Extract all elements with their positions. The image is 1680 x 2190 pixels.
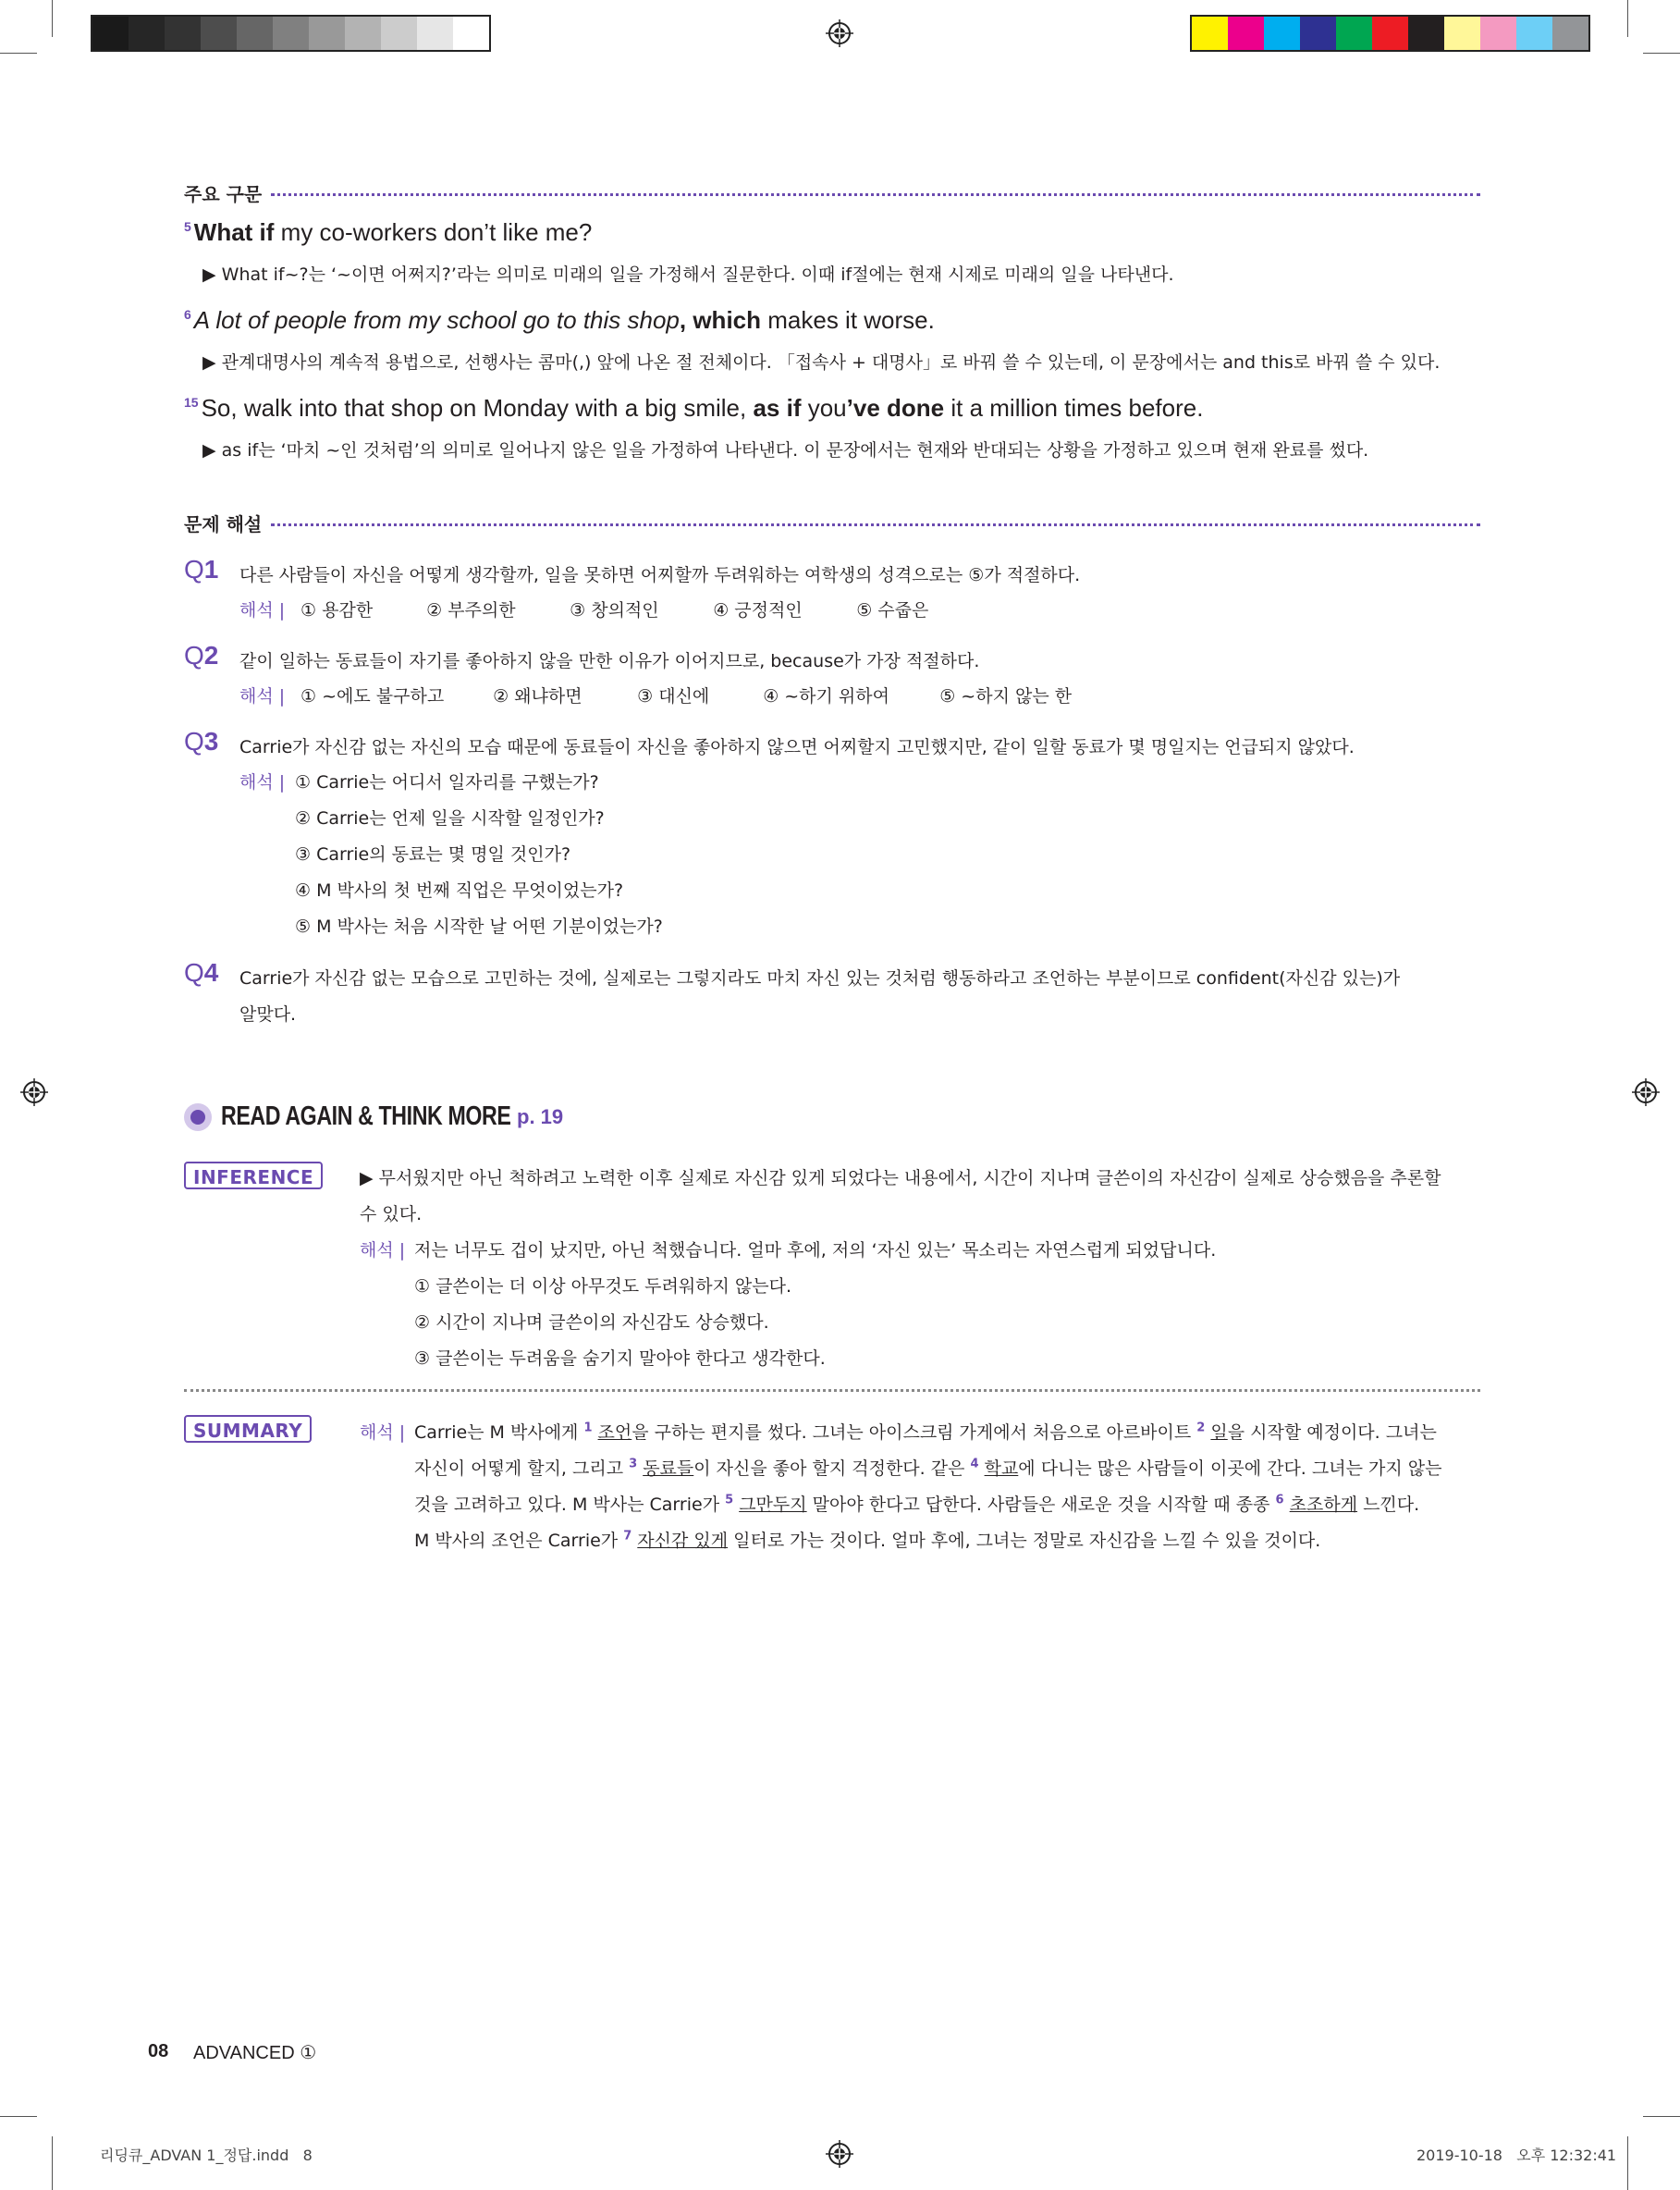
summary-text: Carrie는 M 박사에게 [414, 1422, 584, 1443]
option: ④ M 박사의 첫 번째 직업은 무엇이었는가? [295, 880, 624, 901]
translation-label: 해석 | [239, 600, 286, 621]
question-label-q4 [184, 958, 218, 988]
translation-label: 해석 | [239, 686, 286, 707]
grammar-note: ▶ What if~?는 ‘~이면 어쩌지?’라는 의미로 미래의 일을 가정해서 질문한다. 이때 if절에는 현재 시제로 미래의 일을 나타낸다. [202, 265, 1174, 285]
color-swatch [1516, 17, 1552, 50]
color-swatch [1480, 17, 1516, 50]
summary-label: SUMMARY [184, 1415, 312, 1443]
blank-answer: 조언 [597, 1422, 632, 1443]
sentence-text: you [801, 394, 847, 422]
translation-label: 해석 | [360, 1240, 406, 1261]
option: ① ~에도 불구하고 [300, 686, 445, 707]
inference-label: INFERENCE [184, 1162, 323, 1189]
option: ② 왜냐하면 [493, 686, 582, 707]
summary-line [414, 1419, 1437, 1444]
book-title: ADVANCED ① [193, 2043, 317, 2063]
crop-mark [0, 53, 37, 54]
question-letter: Q [184, 555, 204, 584]
blank-answer: 동료들 [643, 1458, 694, 1479]
question-label-q1 [184, 555, 218, 584]
blank-number: 1 [583, 1421, 593, 1435]
summary-text: 을 구하는 편지를 썼다. 그녀는 아이스크림 가게에서 처음으로 아르바이트 [632, 1422, 1197, 1443]
registration-mark-icon [1632, 1078, 1660, 1106]
key-sentence-5 [184, 218, 592, 247]
color-swatch [1372, 17, 1408, 50]
summary-text: 이 자신을 좋아 할지 걱정한다. 같은 [693, 1458, 971, 1479]
color-swatch [381, 17, 417, 50]
question-explanation: Carrie가 자신감 없는 자신의 모습 때문에 동료들이 자신을 좋아하지 않으면 어찌할지 고민했지만, 같이 일할 동료가 몇 명일지는 언급되지 않았다. [239, 737, 1355, 757]
registration-mark-icon [20, 1078, 48, 1106]
color-swatch [201, 17, 237, 50]
color-swatch [1192, 17, 1228, 50]
summary-line [414, 1455, 1441, 1480]
blank-answer: 일 [1210, 1422, 1228, 1443]
question-number: 4 [203, 958, 219, 987]
section-header-question-explanations [184, 511, 1480, 534]
option: ① Carrie는 어디서 일자리를 구했는가? [295, 772, 599, 793]
key-sentence-6 [184, 306, 935, 335]
section-title: 문제 해설 [184, 512, 263, 535]
sentence-number: 5 [184, 219, 191, 235]
dotted-divider [184, 1389, 1480, 1392]
summary-text: 말아야 한다고 답한다. 사람들은 새로운 것을 시작할 때 종종 [806, 1495, 1276, 1515]
translation-label: 해석 | [239, 772, 286, 793]
sentence-bold: What if [193, 218, 275, 246]
sentence-bold: ’ve done [846, 394, 945, 422]
question-label-q3 [184, 727, 218, 757]
sentence-bold: , which [679, 306, 762, 334]
option: ② Carrie는 언제 일을 시작할 일정인가? [295, 808, 605, 829]
blank-answer: 그만두지 [739, 1495, 807, 1515]
color-swatch [1228, 17, 1264, 50]
crop-mark [52, 2136, 53, 2190]
option: ③ 대신에 [637, 686, 710, 707]
answer-options [239, 683, 1072, 707]
question-number: 2 [203, 641, 219, 670]
question-explanation: 다른 사람들이 자신을 어떻게 생각할까, 일을 못하면 어찌할까 두려워하는 여학생의 성격으로는 ⑤가 적절하다. [239, 565, 1081, 585]
question-label-q2 [184, 641, 218, 671]
section-title: 주요 구문 [184, 182, 263, 205]
option: ① 용감한 [300, 600, 374, 621]
inference-explanation: ▶ 무서웠지만 아닌 척하려고 노력한 이후 실제로 자신감 있게 되었다는 내용에서, 시간이 지나며 글쓴이의 자신감이 실제로 상승했음을 추론할 [360, 1168, 1441, 1188]
color-swatch [237, 17, 273, 50]
inference-explanation: 수 있다. [360, 1204, 423, 1224]
question-explanation: 알맞다. [239, 1004, 297, 1025]
dotted-divider [271, 523, 1480, 526]
summary-text: 것을 고려하고 있다. M 박사는 Carrie가 [414, 1495, 726, 1515]
option: ③ Carrie의 동료는 몇 명일 것인가? [295, 844, 571, 865]
sentence-text: it a million times before. [944, 394, 1204, 422]
color-swatch [309, 17, 345, 50]
summary-line [414, 1527, 1320, 1552]
question-letter: Q [184, 727, 204, 756]
sentence-bold: as if [753, 394, 802, 422]
color-swatch [1552, 17, 1588, 50]
color-swatch [1336, 17, 1372, 50]
inference-translation: 저는 너무도 겁이 났지만, 아닌 척했습니다. 얼마 후에, 저의 ‘자신 있는’ 목소리는 자연스럽게 되었답니다. [414, 1240, 1217, 1261]
sentence-number: 15 [184, 395, 199, 411]
bullet-circle-icon [184, 1103, 212, 1131]
option: ⑤ ~하지 않는 한 [939, 686, 1073, 707]
translation-label: 해석 | [360, 1422, 406, 1443]
blank-number: 3 [629, 1457, 638, 1471]
color-swatch [1264, 17, 1300, 50]
summary-text: 느낀다. [1357, 1495, 1420, 1515]
option: ④ 긍정적인 [713, 600, 803, 621]
blank-number: 4 [970, 1457, 979, 1471]
process-color-bar [1190, 15, 1590, 52]
summary-text: 을 시작할 예정이다. 그녀는 [1227, 1422, 1437, 1443]
grayscale-color-bar [91, 15, 491, 52]
sentence-text: So, walk into that shop on Monday with a big smile, [201, 394, 754, 422]
page-number: 08 [148, 2041, 169, 2061]
blank-answer: 초조하게 [1289, 1495, 1358, 1515]
color-swatch [345, 17, 381, 50]
option: ② 시간이 지나며 글쓴이의 자신감도 상승했다. [414, 1312, 769, 1333]
sentence-text: my co-workers don’t like me? [274, 218, 593, 246]
crop-mark [1627, 2136, 1628, 2190]
registration-mark-icon [826, 2140, 853, 2168]
key-sentence-15 [184, 394, 1203, 423]
registration-mark-icon [826, 19, 853, 47]
dotted-divider [271, 193, 1480, 196]
color-swatch [129, 17, 165, 50]
color-swatch [273, 17, 309, 50]
blank-number: 6 [1275, 1493, 1284, 1507]
crop-mark [1627, 0, 1628, 37]
option: ③ 창의적인 [570, 600, 659, 621]
option: ④ ~하기 위하여 [763, 686, 889, 707]
option: ① 글쓴이는 더 이상 아무것도 두려워하지 않는다. [414, 1276, 792, 1297]
question-number: 1 [203, 555, 219, 584]
question-letter: Q [184, 641, 204, 670]
color-swatch [165, 17, 201, 50]
sentence-number: 6 [184, 307, 191, 323]
blank-number: 5 [725, 1493, 734, 1507]
crop-mark [52, 0, 53, 37]
grammar-note: ▶ as if는 ‘마치 ~인 것처럼’의 의미로 일어나지 않은 일을 가정하여 나타낸다. 이 문장에서는 현재와 반대되는 상황을 가정하고 있으며 현재 완료를 썼다. [202, 440, 1369, 461]
section-title: READ AGAIN & THINK MORE [221, 1101, 511, 1131]
question-letter: Q [184, 958, 204, 987]
file-slug: 리딩큐_ADVAN 1_정답.indd 8 [100, 2147, 313, 2164]
summary-text: 에 다니는 많은 사람들이 이곳에 간다. 그녀는 가지 않는 [1018, 1458, 1442, 1479]
blank-number: 7 [623, 1529, 632, 1544]
question-explanation: 같이 일하는 동료들이 자기를 좋아하지 않을 만한 이유가 이어지므로, because가 가장 적절하다. [239, 651, 980, 671]
section-header-key-phrases [184, 181, 1480, 203]
color-swatch [1444, 17, 1480, 50]
summary-line [414, 1491, 1419, 1516]
print-timestamp: 2019-10-18 오후 12:32:41 [1416, 2147, 1617, 2164]
color-swatch [1300, 17, 1336, 50]
question-explanation: Carrie가 자신감 없는 모습으로 고민하는 것에, 실제로는 그렇지라도 마치 자신 있는 것처럼 행동하라고 조언하는 부분이므로 confident(자신감 있는)가 [239, 968, 1401, 989]
option: ③ 글쓴이는 두려움을 숨기지 말아야 한다고 생각한다. [414, 1348, 826, 1369]
sentence-italic: A lot of people from my school go to this shop [193, 306, 680, 334]
color-swatch [453, 17, 489, 50]
grammar-note: ▶ 관계대명사의 계속적 용법으로, 선행사는 콤마(,) 앞에 나온 절 전체이다. 「접속사 + 대명사」로 바꿔 쓸 수 있는데, 이 문장에서는 and this로 바꿔 쓸 수 있다. [202, 352, 1441, 373]
blank-number: 2 [1196, 1421, 1206, 1435]
color-swatch [92, 17, 129, 50]
color-swatch [1408, 17, 1444, 50]
blank-answer: 자신감 있게 [637, 1531, 729, 1551]
blank-answer: 학교 [984, 1458, 1019, 1479]
summary-text: 일터로 가는 것이다. 얼마 후에, 그녀는 정말로 자신감을 느낄 수 있을 것이다. [728, 1531, 1321, 1551]
crop-mark [1643, 53, 1680, 54]
summary-text: M 박사의 조언은 Carrie가 [414, 1531, 624, 1551]
summary-text: 자신이 어떻게 할지, 그리고 [414, 1458, 630, 1479]
option: ② 부주의한 [426, 600, 516, 621]
page-reference: p. 19 [517, 1105, 564, 1128]
question-number: 3 [203, 727, 219, 756]
option: ⑤ 수줍은 [856, 600, 929, 621]
sentence-text: makes it worse. [761, 306, 935, 334]
color-swatch [417, 17, 453, 50]
option: ⑤ M 박사는 처음 시작한 날 어떤 기분이었는가? [295, 917, 663, 937]
answer-options [239, 597, 928, 621]
crop-mark [1643, 2116, 1680, 2117]
crop-mark [0, 2116, 37, 2117]
